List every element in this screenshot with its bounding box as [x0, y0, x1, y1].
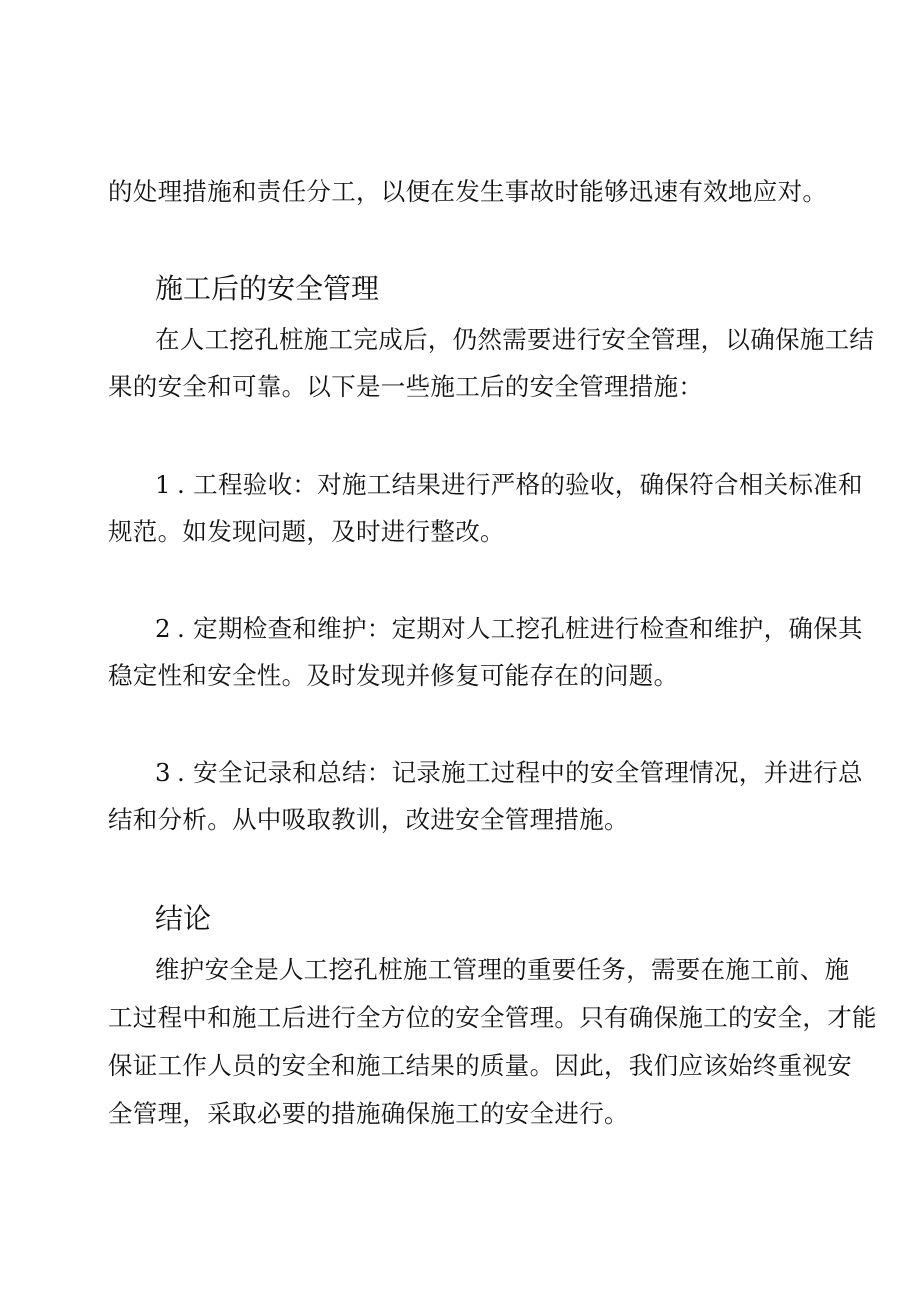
list-item-number: 3: [155, 758, 171, 787]
paragraph-line: 全管理，采取必要的措施确保施工的安全进行。: [108, 1099, 629, 1128]
list-item-3: [155, 758, 875, 788]
list-item-2-continuation: 稳定性和安全性。及时发现并修复可能存在的问题。: [108, 661, 679, 690]
paragraph-line: 在人工挖孔桩施工完成后，仍然需要进行安全管理，以确保施工结: [155, 325, 875, 354]
paragraph-line: 维护安全是人工挖孔桩施工管理的重要任务，需要在施工前、施: [155, 955, 850, 984]
section-heading-post-construction: 施工后的安全管理: [155, 272, 380, 305]
section-heading-conclusion: 结论: [155, 902, 212, 935]
list-item-2: [155, 614, 875, 644]
paragraph-line: 保证工作人员的安全和施工结果的质量。因此，我们应该始终重视安: [108, 1051, 852, 1080]
paragraph-line: 果的安全和可靠。以下是一些施工后的安全管理措施：: [108, 372, 704, 401]
list-item-text: . 安全记录和总结：记录施工过程中的安全管理情况，并进行总: [177, 758, 863, 787]
intro-text-line: 的处理措施和责任分工，以便在发生事故时能够迅速有效地应对。: [108, 177, 828, 206]
list-item-3-continuation: 结和分析。从中吸取教训，改进安全管理措施。: [108, 805, 629, 834]
list-item-text: . 定期检查和维护：定期对人工挖孔桩进行检查和维护，确保其: [177, 614, 863, 643]
list-item-number: 1: [155, 470, 171, 499]
list-item-1: [155, 470, 875, 500]
list-item-1-continuation: 规范。如发现问题，及时进行整改。: [108, 517, 505, 546]
paragraph-line: 工过程中和施工后进行全方位的安全管理。只有确保施工的安全，才能: [108, 1003, 877, 1032]
list-item-number: 2: [155, 614, 171, 643]
list-item-text: . 工程验收：对施工结果进行严格的验收，确保符合相关标准和: [177, 470, 863, 499]
